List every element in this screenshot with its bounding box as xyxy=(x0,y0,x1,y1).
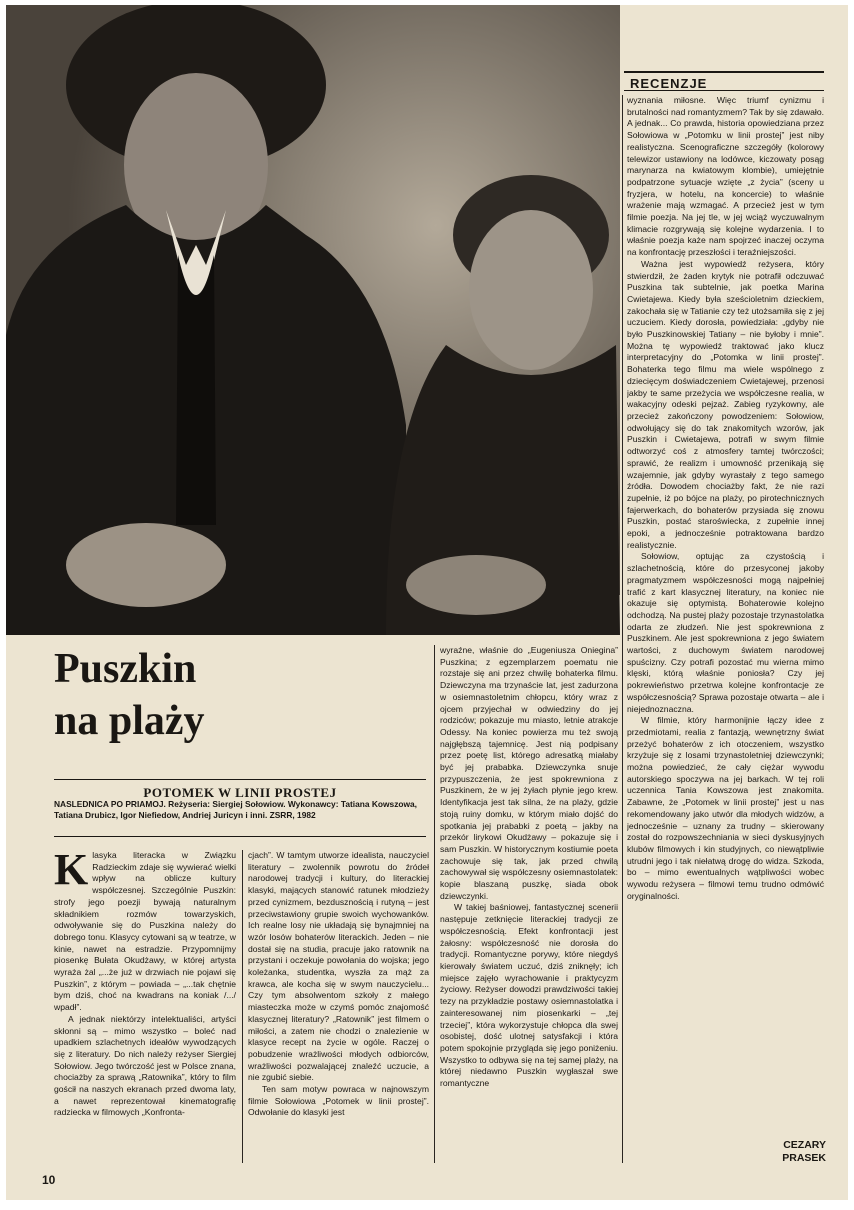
credits-rule xyxy=(54,836,426,837)
paragraph: wyraźne, właśnie do „Eugeniusza Oniegina” Puszkina; z egzemplarzem poematu nie rozstaje się ani przez chwilę bohaterka filmu. Dziewczyna ma trzynaście lat, jest zadurzona w osiemnastoletnim chłopcu, który wraz z ojcem przyjechał w odwiedziny do jej rodziców; pokazuje mu miasto, letnie atrakcje Odessy. Na koniec powierza mu też swoją najgłębszą tajemnicę. Jest nią podpisany przez poetę list, którego adresatką miałaby być jej prababka. Dziewczynka snuje przypuszczenia, że jest spokrewniona z Puszkinem, że w jej żyłach płynie jego krew. Identyfikacja jest tak silna, że na plaży, gdzie stoją ruiny domku, w którym miało dojść do spotkania jej prababki z poetą – jakby na przekór lirykowi Okudżawy – pokazuje się i sam Puszkin. W historycznym kostiumie poeta zachowuje się tak, jak przed chwilą zachowywał się współczesny osiemnastolatek: kopie blaszaną puszkę, siada obok dziewczynki. xyxy=(440,645,618,901)
column-3 xyxy=(440,645,618,1163)
column-divider xyxy=(622,95,623,1163)
paragraph: A jednak niektórzy intelektualiści, artyści skłonni są – mimo wszystko – boleć nad upadkiem szlachetnych ideałów wywodzących się z literatury. Do nich należy reżyser Siergiej Sołowiow. Jego twórczość jest w Polsce znana, chociażby za sprawą „Ratownika”, który to film gościł na naszych ekranach przed dwoma laty, a nawet reprezentował kinematografię radziecka w filmowych „Konfronta- xyxy=(54,1013,236,1118)
magazine-page xyxy=(6,5,848,1200)
column-2 xyxy=(248,850,429,1163)
column-4 xyxy=(627,95,824,1137)
paragraph: Sołowiow, optując za czystością i szlachetnością, które do przesyconej jakoby pragmatyzmem współczesności mogą najpełniej trafić z kart klasycznej literatury, na koniec nie okazuje się optymistą. Bohaterowie kolejno odchodzą. Na pustej plaży pozostaje trzynastolatka odarta ze złudzeń. Nie jest spokrewniona z Puszkinem. Ale jest spokrewniona z jego światem wartości, z duchowym światem narodowej spuścizny. Czy potrafi pozostać mu wierna mimo klęski, którą właśnie poniosła? Czy jej pokrewieństwo przetrwa kolejne konfrontacje ze współczesnością? Sprawa pozostaje otwarta – ale i niejednoznaczna. xyxy=(627,551,824,714)
subtitle-block xyxy=(54,779,426,801)
column-1 xyxy=(54,850,236,1163)
section-label: RECENZJE xyxy=(624,71,824,91)
paragraph: W filmie, który harmonijnie łączy idee z przedmiotami, realia z fantazją, wewnętrzny świat przeżyć bohaterów z ich otoczeniem, wszystko krzyżuje się z losami trzynastoletniej dziewczynki; można powiedzieć, że cały ciężar wywodu autorskiego spoczywa na jej barkach. W tej roli uczennica Tania Kowszowa jest znakomita. Zabawne, że „Potomek w linii prostej” jest u nas rekomendowany jako utwór dla młodych widzów, a jednocześnie – uznany za trudny – skierowany został do rozpowszechniania w sieci dyskusyjnych klubów filmowych i kin studyjnych, co niewątpliwie utrudni jego i tak niełatwą drogę do widza. Szkoda, bo – mimo ewentualnych wątpliwości wobec wywodu reżysera – filmowi temu trudno odmówić oryginalności. xyxy=(627,715,824,901)
paragraph: cjach”. W tamtym utworze idealista, nauczyciel literatury – zwolennik powrotu do źródeł narodowej tradycji i kultury, do literackiej klasyki, mających stanowić ratunek młodzieży przed cynizmem, bezdusznością i rutyną – jest przeciwstawiony grupie swoich wychowanków. Ich realne losy nie układają się bynajmniej na wzór losów bohaterów literackich. Jeden – nie dostał się na studia, pracuje jako ratownik na przystani i oczekuje powołania do wojska; jego koleżanka, studentka, wyszła za mąż za krawca, ale kocha się w swym nauczycielu... Czy tym absolwentom szkoły z małego miasteczka może w czymś pomóc znajomość klasycznej literatury? „Ratownik” jest filmem o miłości, a zatem nie chodzi o znalezienie w klasyce recept na życie w ogóle. Raczej o pobudzenie wrażliwości młodych odbiorców, wrażliwości pozwalającej znaleźć uczucie, a nie zgubić siebie. xyxy=(248,850,429,1083)
article-headline: Puszkin na plaży xyxy=(54,646,205,744)
film-credits: NASLEDNICA PO PRIAMOJ. Reżyseria: Siergiej Sołowiow. Wykonawcy: Tatiana Kowszowa, Tatiana Drubicz, Igor Niefiedow, Andriej Juricyn i inni. ZSRR, 1982 xyxy=(54,799,417,821)
author-byline: CEZARY PRASEK xyxy=(782,1139,826,1164)
column-divider xyxy=(242,850,243,1163)
paragraph: wyznania miłosne. Więc triumf cynizmu i brutalności nad romantyzmem? Tak by się zdawało. A jednak... Co prawda, historia opowiedziana przez Sołowiowa w „Potomku w linii prostej” jest niby realistyczna. Scenograficzne szczegóły (kolorowy telewizor ustawiony na lodówce, kiczowaty posąg marynarza na kwiatowym klombie), umiejętnie podpatrzone sytuacje wzięte „z życia” (sceny u fryzjera, w hotelu, na koncercie) to właśnie wrażenie mają wzmagać. A przecież jest w tym filmie poezja. Na jej tle, w jej wciąż wyczuwalnym klimacie rozgrywają się kolejne wydarzenia. I to właśnie poezja każe nam spojrzeć inaczej oczyma na konfrontację przeszłości i teraźniejszości. xyxy=(627,95,824,258)
paragraph: W takiej baśniowej, fantastycznej scenerii następuje zetknięcie literackiej tradycji ze współczesnością. Efekt konfrontacji jest żałosny: współczesność nie dorosła do tradycji. Romantyczne porywy, które niegdyś kierowały światem uczuć, dziś zniknęły; ich miejsce zajęło wyrachowanie i praktycyzm życiowy. Reżyser dowodzi prawdziwości takiej tezy na przykładzie postawy osiemnastolatka i zainteresowanej nim piosenkarki – „tej trzeciej”, która wykorzystuje chłopca dla swej osobistej, dość ulotnej satysfakcji i która potem spokojnie przygląda się jego poniżeniu. Wszystko to odbywa się na tej samej plaży, na której niedawno Puszkin wygłaszał swe romantyczne xyxy=(440,902,618,1089)
article-subtitle: POTOMEK W LINII PROSTEJ xyxy=(143,785,337,800)
column-divider xyxy=(434,645,435,1163)
film-still-photo xyxy=(6,5,620,635)
drop-cap: K xyxy=(54,850,89,894)
paragraph: Ważna jest wypowiedź reżysera, który stwierdził, że żaden krytyk nie potrafił odczuwać Puszkina tak subtelnie, jak poetka Marina Cwietajewa. Kiedy była sześcioletnim dzieckiem, zakochała się w Tatianie czy też utożsamiła się z jej uczuciem. Kiedy dorosła, powiedziała: „gdyby nie było Puszkinowskiej Tatiany – nie byłoby i mnie”. Można tę wypowiedź traktować jako klucz interpretacyjny do „Potomka w linii prostej”. Bohaterka tego filmu ma wiele wspólnego z dziecięcym doświadczeniem Cwietajewej, przenosi jakby te same przeżycia we współczesne realia, w wakacyjny odeski pejzaż. Zabieg ryzykowny, ale przecież zakończony powodzeniem: Sołowiow, odwołujący się do tak znakomitych wzorów, jak Puszkin i Cwietajewa, potrafi w swym filmie odtworzyć coś z atmosfery tamtej twórczości; sprawić, że realizm i umowność przenikają się wzajemnie, jak gdyby wyrastały z tego samego źródła. Dowodem chociażby fakt, że nie razi zupełnie, iż po bójce na plaży, po pirotechnicznych fajerwerkach, do bohaterów przysiada się znowu Puszkin, postać staroświecka, z zupełnie innej epoki, a jednocześnie potraktowana bardzo realistycznie. xyxy=(627,258,824,550)
page-number: 10 xyxy=(42,1173,56,1187)
paragraph: Ten sam motyw powraca w najnowszym filmie Sołowiowa „Potomek w linii prostej”. Odwołanie do klasyki jest xyxy=(248,1084,429,1118)
film-still-illustration xyxy=(6,5,620,635)
paragraph: lasyka literacka w Związku Radzieckim zdaje się wywierać wielki wpływ na oblicze kultury współczesnej. Szczególnie Puszkin: strofy jego poezji bywają naturalnym składnikiem rozmów towarzyskich, odwoływanie się do Puszkina należy do dobrego tonu. Klasycy cytowani są w teatrze, w kinie, nawet na estradzie. Przypomnijmy piosenkę Bułata Okudżawy, w której artysta wyraża żal „...że już w drzwiach nie pojawi się Puszkin”, z którym – powiada – „...tak chętnie bym dziś, choć na kwadrans na koniak /.../ wpadł”. xyxy=(54,850,236,1013)
